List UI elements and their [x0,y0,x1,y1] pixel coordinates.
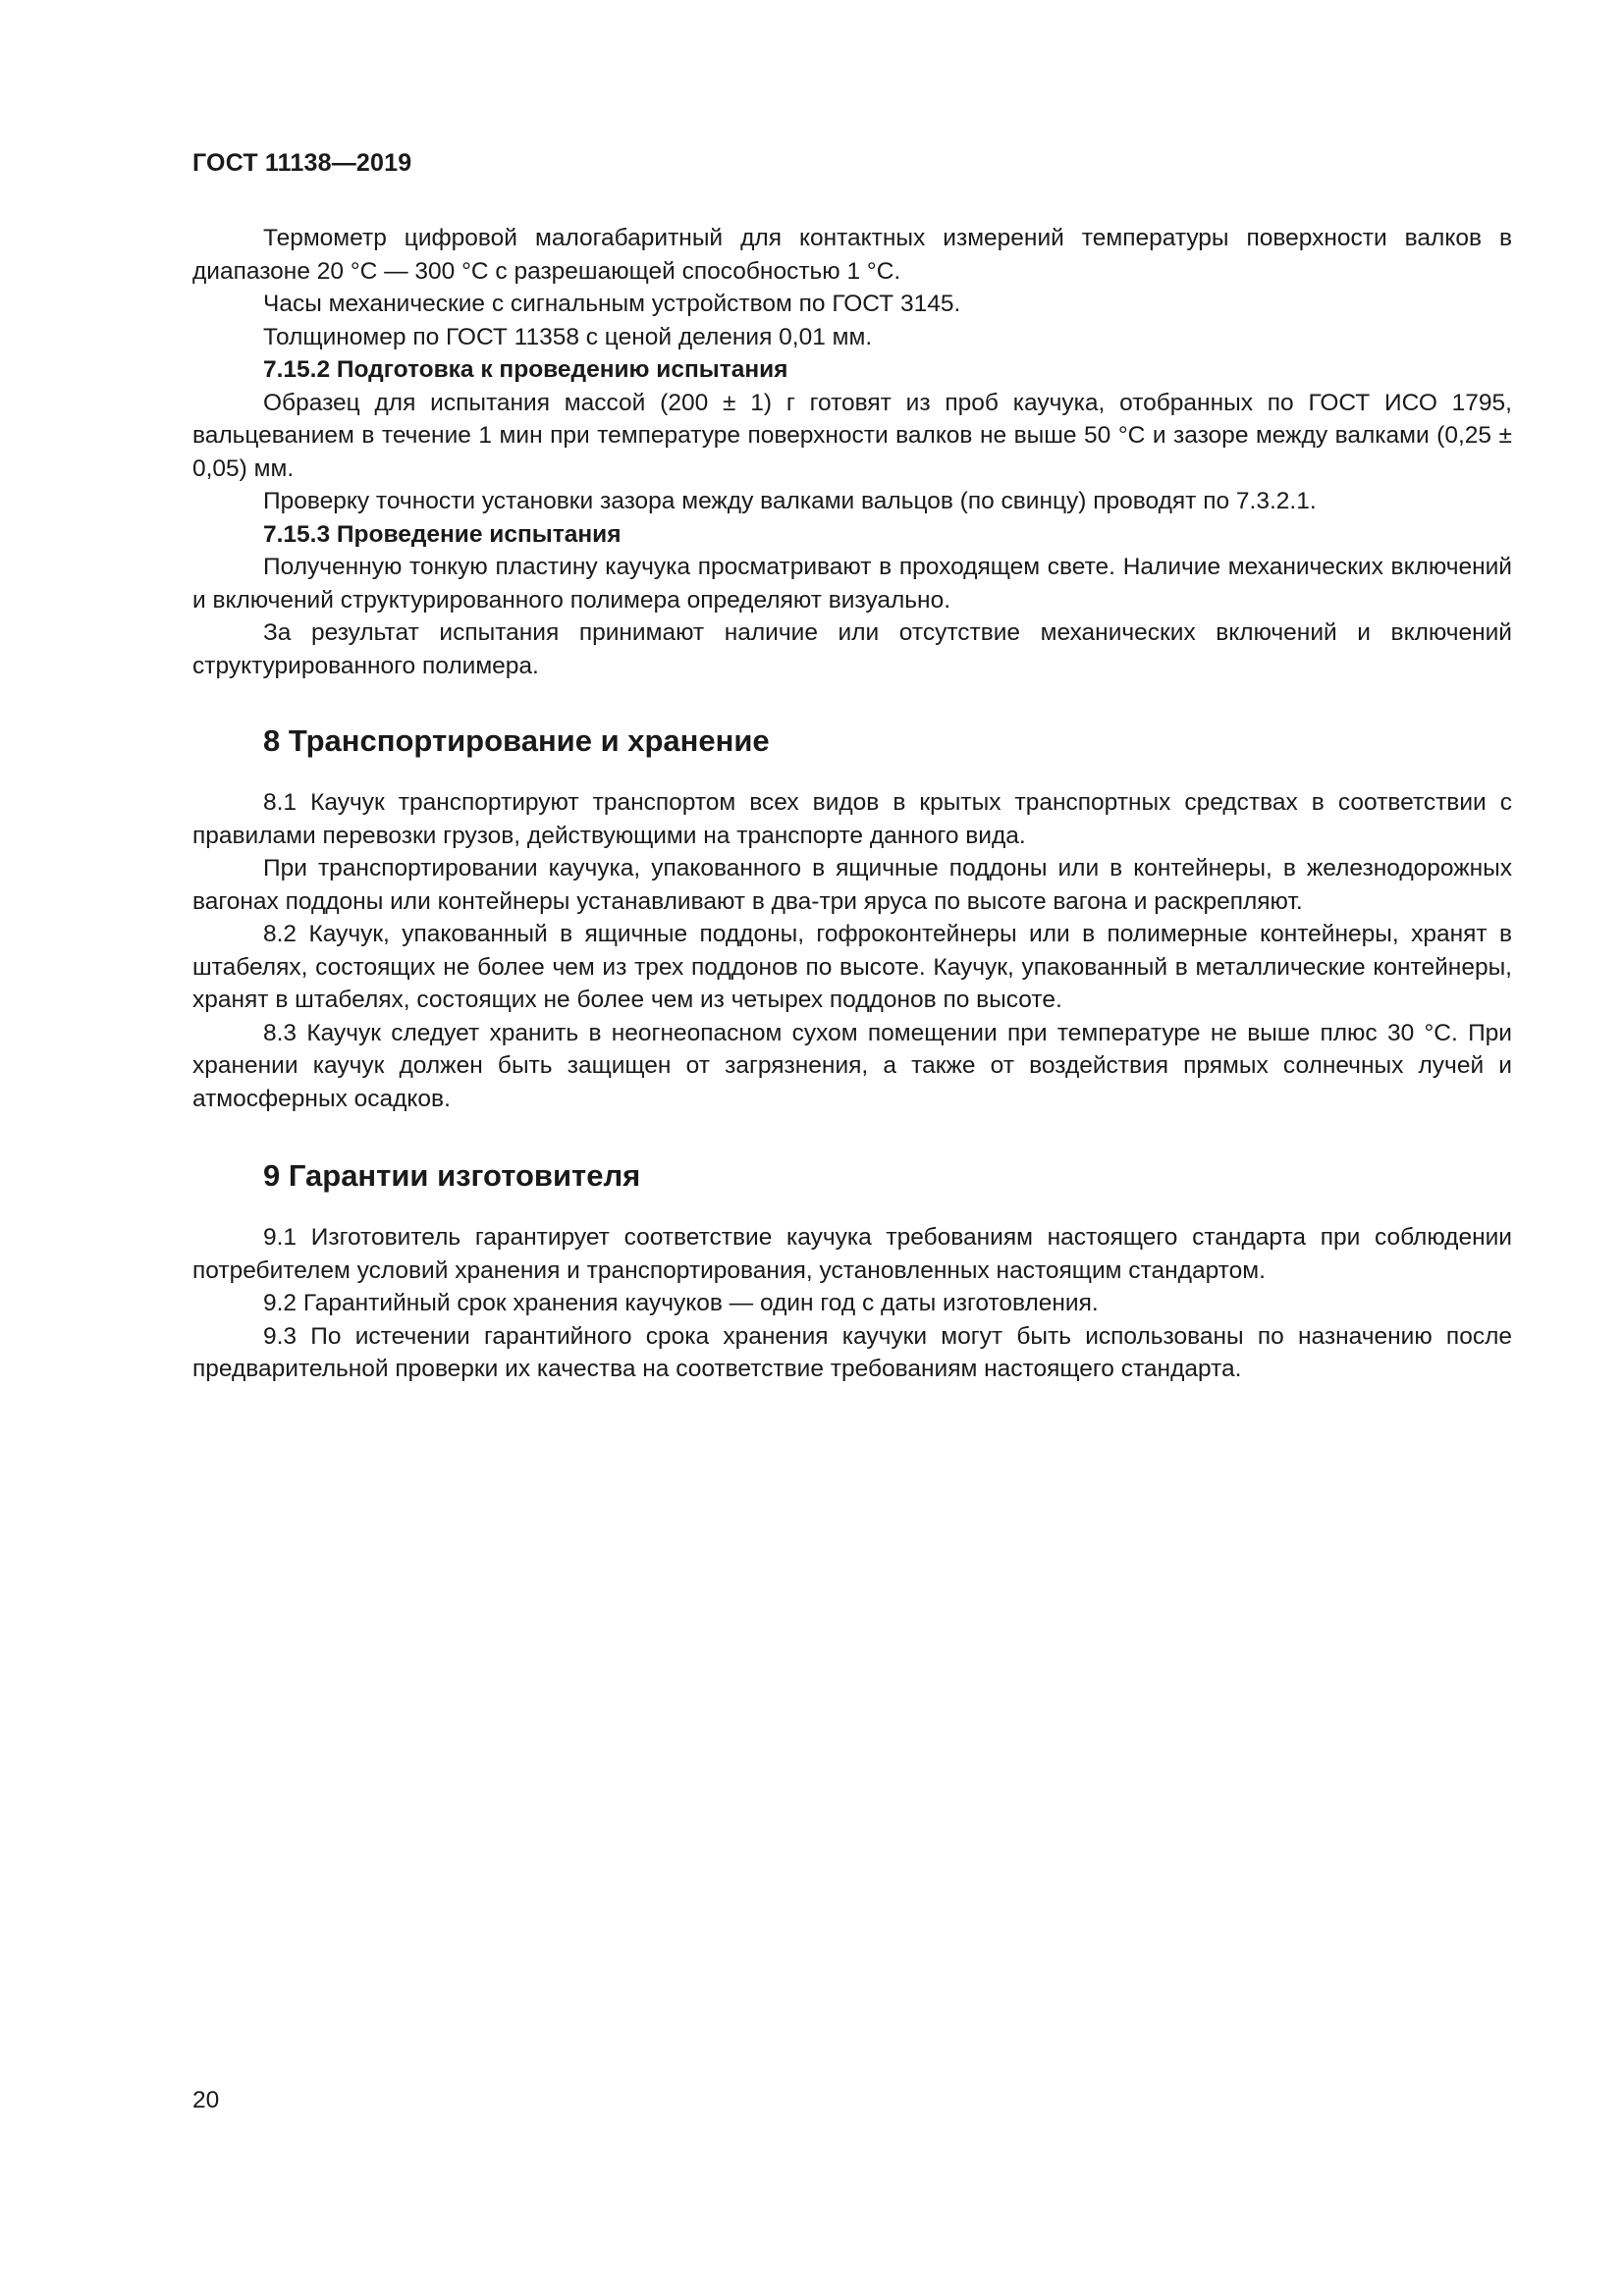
paragraph-9-2: 9.2 Гарантийный срок хранения каучуков — один год с даты изготовления. [263,1290,1099,1316]
paragraph-inspection: Полученную тонкую пластину каучука просматривают в проходящем свете. Наличие механических включений и включений структурированного полимера определяют визуально. [192,554,1512,614]
paragraph-8-1-rail: При транспортировании каучука, упакованного в ящичные поддоны или в контейнеры, в железнодорожных вагонах поддоны или контейнеры устанавливают в два-три яруса по высоте вагона и раскрепляют. [192,855,1512,915]
paragraph-gap-check: Проверку точности установки зазора между валками вальцов (по свинцу) проводят по 7.3.2.1. [263,488,1317,514]
document-code-header: ГОСТ 11138—2019 [192,149,412,177]
paragraph-8-1: 8.1 Каучук транспортируют транспортом всех видов в крытых транспортных средствах в соответствии с правилами перевозки грузов, действующими на транспорте данного вида. [192,789,1512,849]
section-heading-9: 9 Гарантии изготовителя [263,1158,641,1193]
section-heading-8: 8 Транспортирование и хранение [263,723,770,758]
paragraph-clock: Часы механические с сигнальным устройством по ГОСТ 3145. [263,291,961,317]
document-body [192,222,1512,1386]
paragraph-thickness-gauge: Толщиномер по ГОСТ 11358 с ценой деления 0,01 мм. [263,323,873,350]
page-number: 20 [192,2087,220,2113]
paragraph-sample-preparation: Образец для испытания массой (200 ± 1) г готовят из проб каучука, отобранных по ГОСТ ИСО 1795, вальцеванием в течение 1 мин при температуре поверхности валков не выше 50 °С и зазоре между валками (0,25 ± 0,05) мм. [192,389,1512,482]
paragraph-8-2: 8.2 Каучук, упакованный в ящичные поддоны, гофроконтейнеры или в полимерные контейнеры, хранят в штабелях, состоящих не более чем из трех поддонов по высоте. Каучук, упакованный в металлические контейнеры, хранят в штабелях, состоящих не более чем из четырех поддонов по высоте. [192,921,1512,1013]
paragraph-9-1: 9.1 Изготовитель гарантирует соответствие каучука требованиям настоящего стандарта при соблюдении потребителем условий хранения и транспортирования, установленных настоящим стандартом. [192,1224,1512,1284]
paragraph-9-3: 9.3 По истечении гарантийного срока хранения каучуки могут быть использованы по назначению после предварительной проверки их качества на соответствие требованиям настоящего стандарта. [192,1322,1512,1382]
subsection-heading-7-15-3: 7.15.3 Проведение испытания [263,520,622,548]
paragraph-test-result: За результат испытания принимают наличие или отсутствие механических включений и включений структурированного полимера. [192,619,1512,679]
paragraph-thermometer: Термометр цифровой малогабаритный для контактных измерений температуры поверхности валков в диапазоне 20 °С — 300 °С с разрешающей способностью 1 °С. [192,225,1512,285]
subsection-heading-7-15-2: 7.15.2 Подготовка к проведению испытания [263,356,788,383]
paragraph-8-3: 8.3 Каучук следует хранить в неогнеопасном сухом помещении при температуре не выше плюс 30 °С. При хранении каучук должен быть защищен от загрязнения, а также от воздействия прямых солнечных лучей и атмосферных осадков. [192,1019,1512,1112]
